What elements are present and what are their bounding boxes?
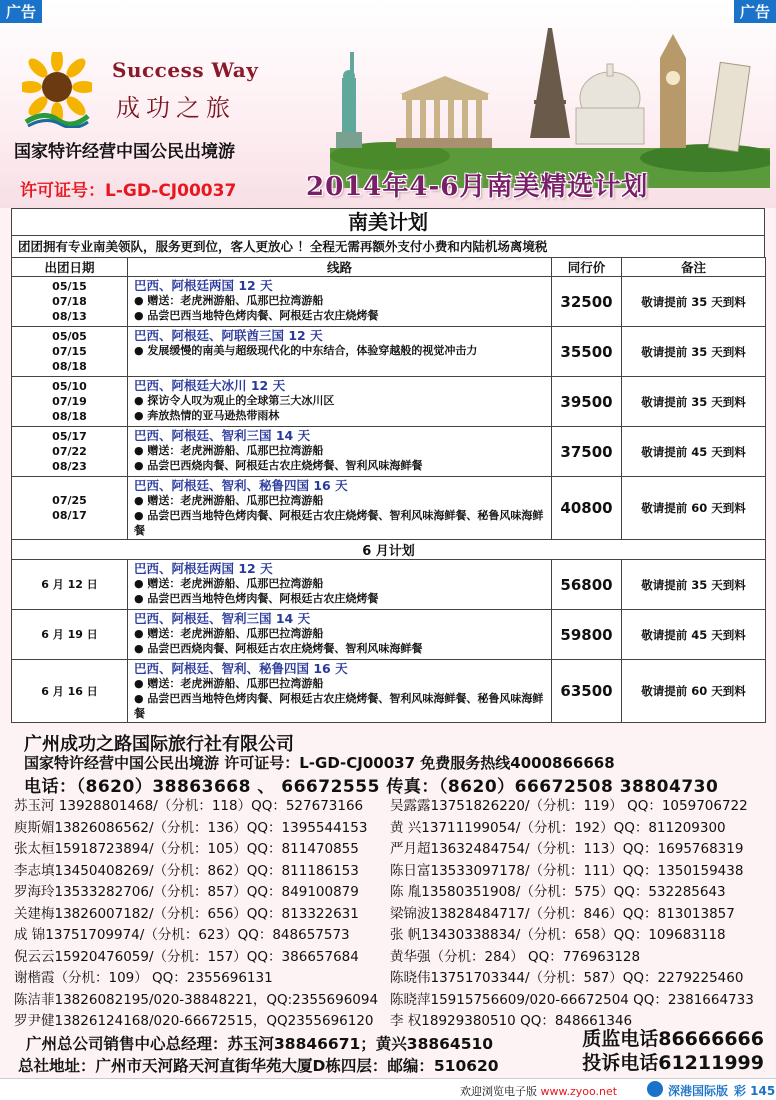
table-row	[12, 327, 766, 377]
departure-date: 07/22	[52, 445, 87, 458]
trade-price: 40800	[552, 477, 622, 540]
plan-title: 2014年4-6月南美精选计划	[306, 172, 649, 202]
sales-manager-line: 广州总公司销售中心总经理：苏玉河38846671；黄兴38864510	[26, 1034, 494, 1053]
contact-list	[12, 796, 768, 1033]
route-detail: ● 品尝巴西当地特色烤肉餐、阿根廷古农庄烧烤餐、智利风味海鲜餐、秘鲁风味海鲜餐	[134, 509, 544, 537]
contact-entry: 陈日富13533097178/（分机：111）QQ：1350159438	[390, 862, 744, 879]
col-header-note: 备注	[622, 258, 766, 277]
contact-entry: 苏玉河 13928801468/（分机：118）QQ：527673166	[14, 798, 364, 814]
route-name: 巴西、阿根廷、智利、秘鲁四国 16 天	[134, 478, 348, 493]
departure-dates	[12, 660, 128, 723]
contact-entry: 罗尹健13826124168/020-66672515，QQ2355696120	[14, 1013, 374, 1029]
contact-row	[12, 796, 768, 818]
header-banner	[0, 0, 776, 208]
route-name: 巴西、阿根廷大冰川 12 天	[134, 378, 286, 393]
company-phone: 电话：（8620）38863668 、 66672555 传真：（8620）66672508 38804730	[24, 777, 719, 797]
route-detail: ● 品尝巴西烧肉餐、阿根廷古农庄烧烤餐、智利风味海鲜餐	[134, 642, 423, 655]
booking-note: 敬请提前 35 天到料	[622, 560, 766, 610]
contact-row	[12, 861, 768, 883]
footer-contacts	[12, 730, 768, 1077]
departure-date: 07/18	[52, 295, 87, 308]
complaint-hotline: 投诉电话61211999	[582, 1052, 764, 1074]
departure-date: 08/13	[52, 310, 87, 323]
col-header-price: 同行价	[552, 258, 622, 277]
quality-hotline: 质监电话86666666	[582, 1028, 764, 1050]
route-detail: ● 发展缓慢的南美与超级现代化的中东结合，体验穿越般的视觉冲击力	[134, 344, 478, 357]
ad-tag-right: 广告	[734, 0, 776, 23]
departure-date: 05/10	[52, 380, 87, 393]
route-name: 巴西、阿根廷两国 12 天	[134, 561, 273, 576]
departure-dates	[12, 560, 128, 610]
company-name: 广州成功之路国际旅行社有限公司	[24, 734, 294, 755]
contact-entry: 李志填13450408269/（分机：862）QQ：811186153	[14, 862, 359, 879]
route-detail: ● 赠送：老虎洲游船、瓜那巴拉湾游船	[134, 627, 324, 640]
publisher-logo-icon	[647, 1081, 663, 1097]
route-detail: ● 品尝巴西当地特色烤肉餐、阿根廷古农庄烧烤餐	[134, 592, 379, 605]
contact-entry: 陈洁菲13826082195/020-38848221，QQ:2355696094	[14, 991, 379, 1008]
col-header-route: 线路	[128, 258, 552, 277]
table-header-row	[12, 258, 766, 277]
route-name: 巴西、阿根廷、智利三国 14 天	[134, 611, 311, 626]
contact-entry: 陈晓萍15915756609/020-66672504 QQ：2381664733	[390, 991, 754, 1008]
trade-price: 39500	[552, 377, 622, 427]
trade-price: 32500	[552, 277, 622, 327]
contact-row	[12, 925, 768, 947]
contact-entry: 黄 兴13711199054/（分机：192）QQ：811209300	[390, 819, 726, 836]
contact-entry: 严月超13632484754/（分机：113）QQ：1695768319	[390, 841, 744, 857]
contact-row	[12, 818, 768, 840]
route-name: 巴西、阿根廷、阿联酋三国 12 天	[134, 328, 323, 343]
site-url-link[interactable]: www.zyoo.net	[540, 1085, 618, 1098]
june-subheader-row	[12, 540, 766, 560]
booking-note: 敬请提前 35 天到料	[622, 377, 766, 427]
route-cell	[128, 277, 552, 327]
route-detail: ● 奔放热情的亚马逊热带雨林	[134, 409, 280, 422]
booking-note: 敬请提前 35 天到料	[622, 277, 766, 327]
contact-entry: 张 帆13430338834/（分机：658）QQ：109683118	[390, 927, 726, 943]
booking-note: 敬请提前 45 天到料	[622, 427, 766, 477]
sw-mark-icon	[24, 108, 90, 128]
contact-entry: 李 权18929380510 QQ：848661346	[390, 1013, 633, 1029]
contact-entry: 罗海玲13533282706/（分机：857）QQ：849100879	[14, 884, 359, 900]
route-detail: ● 探访令人叹为观止的全球第三大冰川区	[134, 394, 335, 407]
contact-entry: 成 锦13751709974/（分机：623）QQ：848657573	[14, 927, 350, 943]
route-cell	[128, 327, 552, 377]
route-cell	[128, 427, 552, 477]
route-cell	[128, 477, 552, 540]
page-number: 彩 145	[734, 1084, 776, 1098]
departure-date: 6 月 12 日	[41, 578, 98, 591]
route-detail: ● 品尝巴西当地特色烤肉餐、阿根廷古农庄烧烤餐	[134, 309, 379, 322]
trade-price: 59800	[552, 610, 622, 660]
brand-name-en: Success Way	[112, 58, 259, 82]
contact-entry: 张太桓15918723894/（分机：105）QQ：811470855	[14, 841, 359, 857]
contact-row	[12, 990, 768, 1012]
booking-note: 敬请提前 45 天到料	[622, 610, 766, 660]
address-line: 总社地址：广州市天河路天河直街华苑大厦D栋四层：邮编：510620	[18, 1056, 499, 1075]
departure-date: 6 月 16 日	[41, 684, 98, 698]
departure-date: 05/15	[52, 280, 87, 293]
bottom-welcome	[460, 1083, 617, 1099]
contact-row	[12, 968, 768, 990]
ad-tag-left: 广告	[0, 0, 42, 23]
route-detail: ● 品尝巴西烧肉餐、阿根廷古农庄烧烤餐、智利风味海鲜餐	[134, 459, 423, 472]
table-row	[12, 377, 766, 427]
departure-date: 07/19	[52, 395, 87, 408]
route-name: 巴西、阿根廷、智利、秘鲁四国 16 天	[134, 661, 348, 676]
contact-entry: 关建梅13826007182/（分机：656）QQ：813322631	[14, 905, 359, 922]
route-name: 巴西、阿根廷、智利三国 14 天	[134, 428, 311, 443]
departure-dates	[12, 477, 128, 540]
table-row	[12, 610, 766, 660]
trade-price: 56800	[552, 560, 622, 610]
route-detail: ● 赠送：老虎洲游船、瓜那巴拉湾游船	[134, 494, 324, 507]
table-row	[12, 660, 766, 723]
table-row	[12, 477, 766, 540]
world-landmarks-illustration	[330, 28, 770, 188]
departure-date: 07/15	[52, 345, 87, 358]
departure-date: 08/23	[52, 460, 87, 473]
contact-row	[12, 839, 768, 861]
contact-row	[12, 882, 768, 904]
intro-text: 团团拥有专业南美领队，服务更到位，客人更放心 ！全程无需再额外支付小费和内陆机场离境税	[11, 235, 765, 257]
col-header-dates: 出团日期	[12, 258, 128, 277]
publisher-brand: 深港国际版	[668, 1084, 729, 1098]
contact-entry: 倪云云15920476059/（分机：157）QQ：386657684	[14, 948, 359, 965]
route-detail: ● 赠送：老虎洲游船、瓜那巴拉湾游船	[134, 577, 324, 590]
company-license: 国家特许经营中国公民出境游 许可证号：L-GD-CJ00037 免费服务热线4000866668	[24, 754, 615, 772]
contact-entry: 谢楷霞（分机：109） QQ：2355696131	[14, 970, 273, 986]
departure-date: 08/17	[52, 509, 87, 522]
route-detail: ● 赠送：老虎洲游船、瓜那巴拉湾游船	[134, 677, 324, 690]
section-title: 南美计划	[11, 208, 765, 235]
table-row	[12, 560, 766, 610]
departure-dates	[12, 377, 128, 427]
june-title: 6 月计划	[12, 540, 766, 560]
departure-date: 07/25	[52, 494, 87, 507]
departure-dates	[12, 277, 128, 327]
departure-dates	[12, 610, 128, 660]
booking-note: 敬请提前 60 天到料	[622, 660, 766, 723]
contact-row	[12, 947, 768, 969]
itinerary-table	[11, 257, 766, 723]
contact-entry: 吴露露13751826220/（分机：119） QQ：1059706722	[390, 798, 748, 814]
contact-entry: 黄华强（分机：284） QQ：776963128	[390, 948, 641, 965]
contact-entry: 陈 胤13580351908/（分机：575）QQ：532285643	[390, 884, 726, 900]
route-cell	[128, 560, 552, 610]
departure-date: 08/18	[52, 360, 87, 373]
departure-dates	[12, 427, 128, 477]
table-row	[12, 277, 766, 327]
itinerary-table-section	[11, 208, 765, 723]
booking-note: 敬请提前 60 天到料	[622, 477, 766, 540]
trade-price: 37500	[552, 427, 622, 477]
contact-entry: 梁锦波13828484717/（分机：846）QQ：813013857	[390, 905, 735, 922]
page-bottom-bar	[0, 1078, 776, 1100]
welcome-text: 欢迎浏览电子版	[460, 1085, 541, 1098]
trade-price: 35500	[552, 327, 622, 377]
license-line: 国家特许经营中国公民出境游	[14, 142, 235, 162]
route-cell	[128, 660, 552, 723]
departure-date: 05/05	[52, 330, 87, 343]
departure-date: 6 月 19 日	[41, 628, 98, 641]
route-cell	[128, 377, 552, 427]
departure-date: 08/18	[52, 410, 87, 423]
contact-entry: 庾斯媚13826086562/（分机：136）QQ：1395544153	[14, 819, 368, 836]
route-detail: ● 赠送：老虎洲游船、瓜那巴拉湾游船	[134, 294, 324, 307]
contact-row	[12, 904, 768, 926]
route-name: 巴西、阿根廷两国 12 天	[134, 278, 273, 293]
contact-entry: 陈晓伟13751703344/（分机：587）QQ：2279225460	[390, 970, 744, 986]
table-row	[12, 427, 766, 477]
brand-name-cn: 成功之旅	[116, 94, 236, 122]
license-number: 许可证号：L-GD-CJ00037	[20, 181, 237, 201]
departure-dates	[12, 327, 128, 377]
booking-note: 敬请提前 35 天到料	[622, 327, 766, 377]
trade-price: 63500	[552, 660, 622, 723]
departure-date: 05/17	[52, 430, 87, 443]
route-cell	[128, 610, 552, 660]
route-detail: ● 赠送：老虎洲游船、瓜那巴拉湾游船	[134, 444, 324, 457]
route-detail: ● 品尝巴西当地特色烤肉餐、阿根廷古农庄烧烤餐、智利风味海鲜餐、秘鲁风味海鲜餐	[134, 692, 544, 720]
